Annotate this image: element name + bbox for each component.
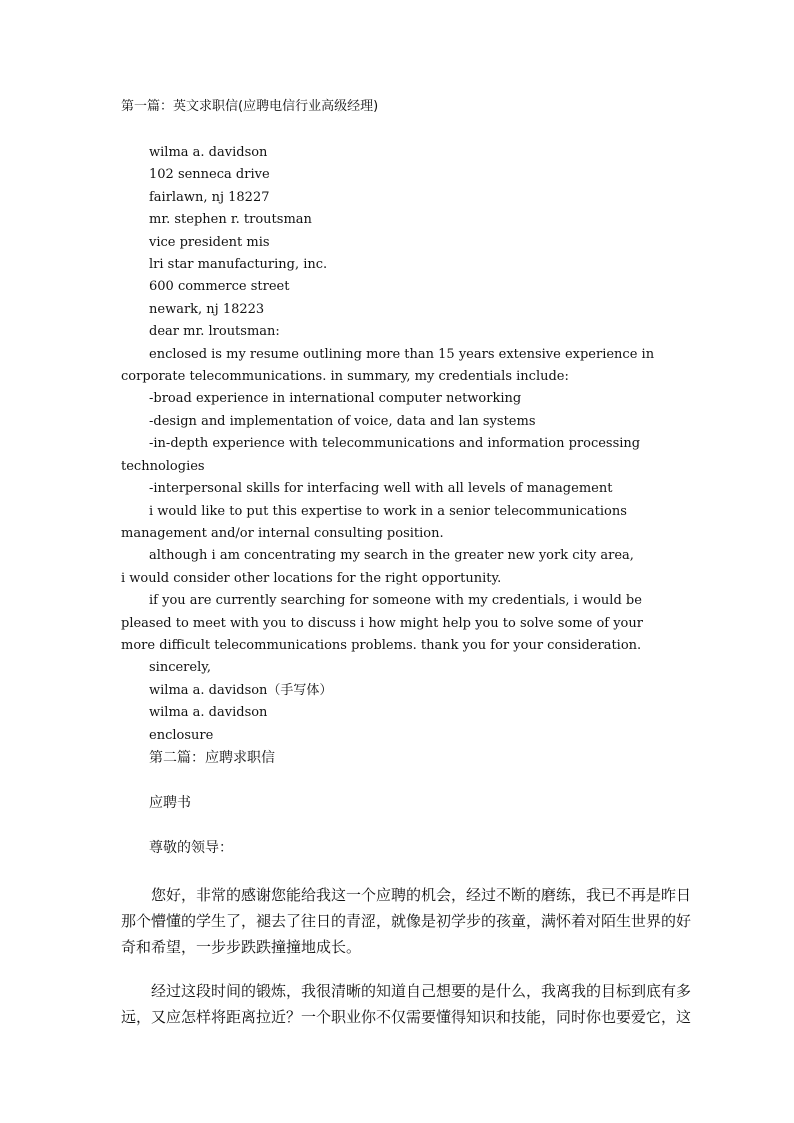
sender-city: fairlawn, nj 18227 — [149, 189, 270, 205]
recipient-street: 600 commerce street — [149, 279, 290, 295]
paragraph-line: pleased to meet with you to discuss i how might help you to solve some of your — [121, 615, 643, 631]
paragraph-line: 那个懵懂的学生了，褪去了往日的青涩，就像是初学步的孩童，满怀着对陌生世界的好 — [121, 911, 692, 930]
signature-typed: wilma a. davidson — [149, 705, 268, 721]
paragraph-line: 奇和希望，一步步跌跌撞撞地成长。 — [121, 937, 362, 956]
paragraph-line: i would like to put this expertise to work in a senior telecommunications — [149, 503, 627, 519]
recipient-name: mr. stephen r. troutsman — [149, 212, 312, 228]
enclosure-note: enclosure — [149, 727, 214, 743]
paragraph-line: although i am concentrating my search in the greater new york city area, — [149, 548, 634, 564]
recipient-title: vice president mis — [149, 234, 270, 250]
closing: sincerely, — [149, 660, 211, 676]
section-title: 应聘书 — [149, 794, 191, 811]
document-title: 第一篇：英文求职信(应聘电信行业高级经理) — [121, 99, 379, 114]
credential-item: -design and implementation of voice, data and lan systems — [149, 413, 536, 429]
document-page — [121, 96, 692, 1030]
sender-street: 102 senneca drive — [149, 167, 270, 183]
paragraph-line: corporate telecommunications. in summary, my credentials include: — [121, 369, 569, 385]
credential-item-continued: technologies — [121, 458, 205, 474]
recipient-company: lri star manufacturing, inc. — [149, 257, 328, 273]
paragraph-line: i would consider other locations for the right opportunity. — [121, 570, 502, 586]
paragraph-line: 经过这段时间的锻炼，我很清晰的知道自己想要的是什么，我离我的目标到底有多 — [151, 981, 692, 1000]
sender-name: wilma a. davidson — [149, 145, 268, 160]
greeting: 尊敬的领导： — [149, 839, 233, 856]
chinese-paragraph — [121, 882, 692, 960]
chinese-paragraph — [121, 978, 692, 1030]
credential-item: -interpersonal skills for interfacing well with all levels of management — [149, 481, 613, 497]
credential-item: -broad experience in international computer networking — [149, 391, 522, 407]
paragraph-line: 您好，非常的感谢您能给我这一个应聘的机会，经过不断的磨练，我已不再是昨日 — [151, 885, 692, 904]
paragraph-line: 远，又应怎样将距离拉近？一个职业你不仅需要懂得知识和技能，同时你也要爱它，这 — [121, 1007, 692, 1026]
paragraph-line: if you are currently searching for someone with my credentials, i would be — [149, 593, 642, 609]
paragraph-line: enclosed is my resume outlining more than 15 years extensive experience in — [149, 346, 655, 362]
salutation: dear mr. lroutsman: — [149, 324, 280, 340]
paragraph-line: more difficult telecommunications problems. thank you for your consideration. — [121, 637, 642, 653]
credential-item: -in-depth experience with telecommunications and information processing — [149, 436, 641, 452]
signature-handwritten: wilma a. davidson（手写体） — [149, 682, 333, 698]
section-heading: 第二篇：应聘求职信 — [149, 749, 275, 766]
paragraph-line: management and/or internal consulting position. — [121, 525, 444, 541]
recipient-city: newark, nj 18223 — [149, 301, 265, 317]
